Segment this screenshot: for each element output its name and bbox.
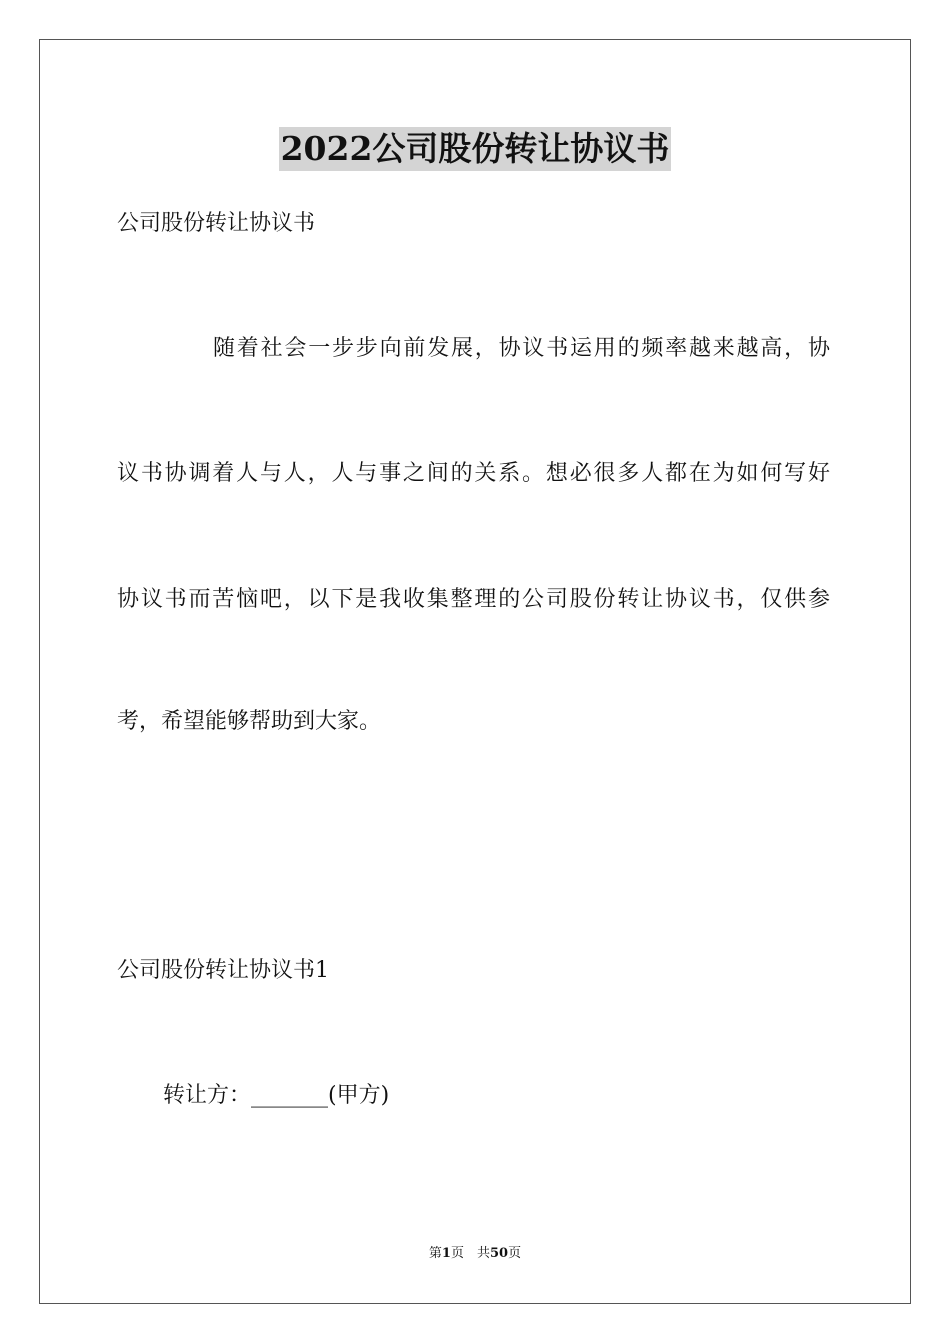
document-subtitle: 公司股份转让协议书 (117, 211, 316, 236)
section-heading: 公司股份转让协议书1 (117, 958, 329, 983)
footer-total-pages: 50 (489, 1246, 509, 1261)
paragraph-line-1: 随着社会一步步向前发展，协议书运用的频率越来越高，协 (213, 336, 830, 361)
footer-mid: 页 共 (450, 1246, 490, 1261)
paragraph-line-2: 议书协调着人与人，人与事之间的关系。想必很多人都在为如何写好 (117, 461, 830, 486)
paragraph-line-4: 考，希望能够帮助到大家。 (117, 709, 382, 734)
footer-suffix: 页 (508, 1246, 522, 1261)
title-container (0, 127, 950, 171)
page-footer (0, 1245, 950, 1263)
transferor-line: 转让方：_______(甲方) (163, 1083, 390, 1108)
paragraph-line-3: 协议书而苦恼吧，以下是我收集整理的公司股份转让协议书，仅供参 (117, 587, 830, 612)
footer-prefix: 第 (428, 1246, 442, 1261)
footer-page-number: 1 (441, 1246, 451, 1261)
document-title: 2022公司股份转让协议书 (279, 127, 672, 171)
